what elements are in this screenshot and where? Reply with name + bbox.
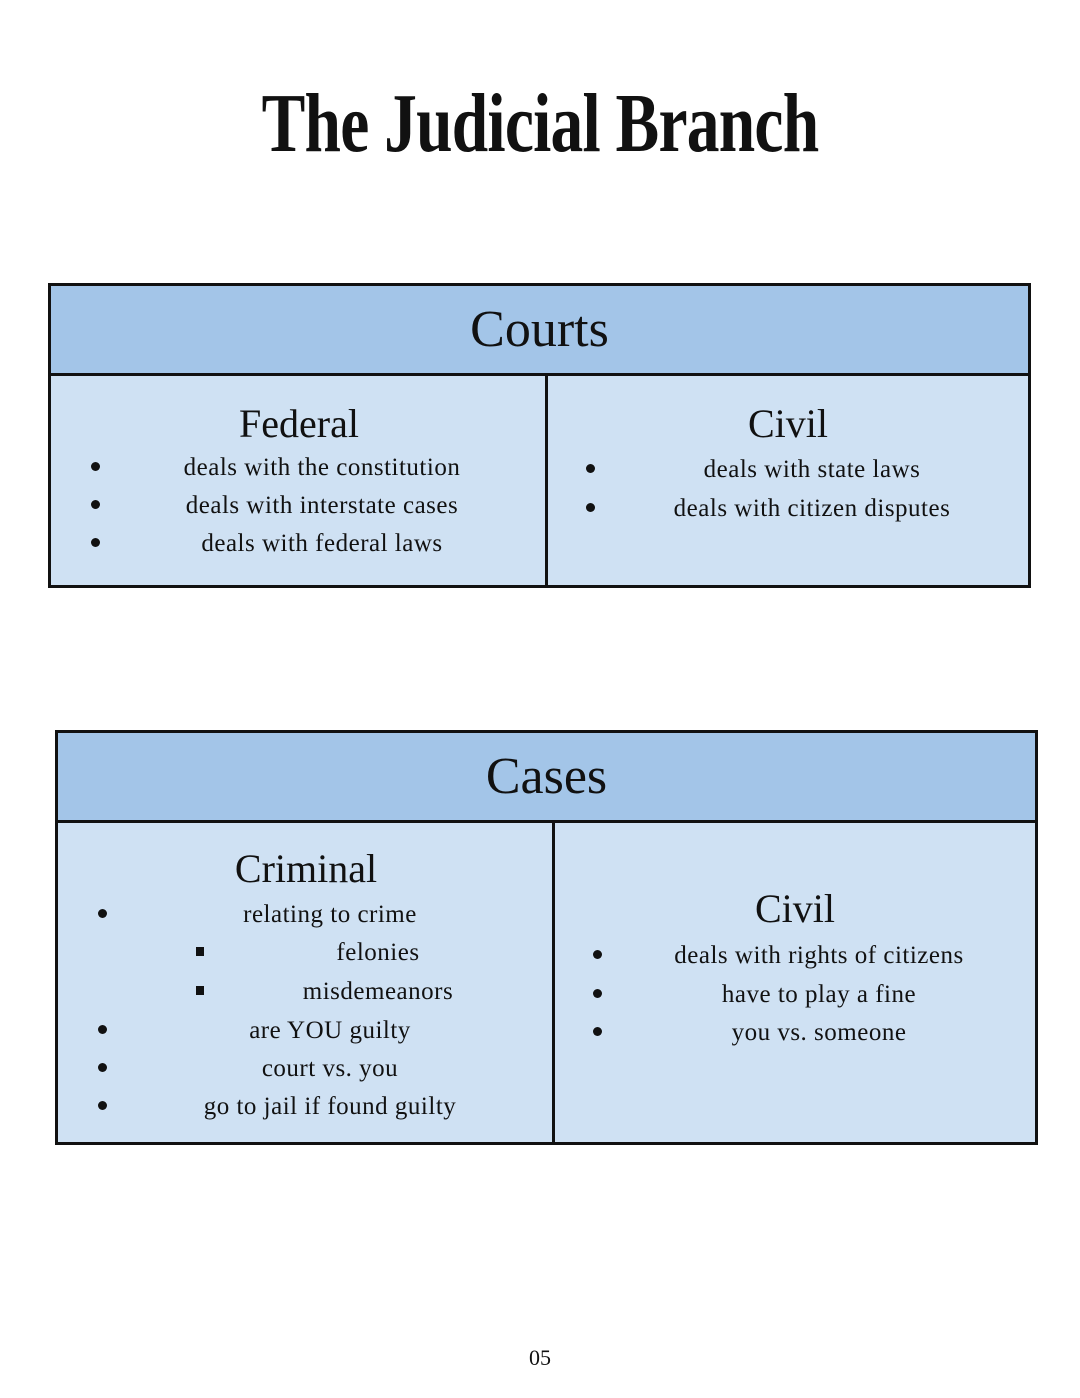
criminal-item: relating to crime (243, 901, 417, 928)
criminal-item: felonies (336, 939, 420, 966)
bullet-icon (586, 503, 595, 512)
criminal-item: are YOU guilty (249, 1017, 411, 1044)
civil-courts-column (548, 376, 1028, 585)
bullet-icon (98, 909, 107, 918)
civil-courts-item: deals with state laws (703, 456, 921, 483)
civil-cases-title: Civil (754, 886, 836, 931)
civil-cases-item: deals with rights of citizens (674, 942, 964, 969)
criminal-item: misdemeanors (302, 978, 454, 1005)
federal-item: deals with the constitution (183, 454, 461, 481)
bullet-icon (98, 1063, 107, 1072)
civil-courts-item: deals with citizen disputes (673, 495, 951, 522)
bullet-icon (98, 1025, 107, 1034)
courts-header: Courts (51, 286, 1028, 376)
criminal-item: court vs. you (261, 1055, 399, 1082)
courts-table (48, 283, 1031, 588)
cases-table (55, 730, 1038, 1145)
bullet-icon (593, 1027, 602, 1036)
cases-header: Cases (58, 733, 1035, 823)
bullet-icon (98, 1101, 107, 1110)
square-bullet-icon (196, 947, 204, 956)
page-number: 05 (529, 1345, 551, 1370)
civil-cases-column (555, 823, 1035, 1142)
criminal-title: Criminal (234, 846, 378, 891)
criminal-column (58, 823, 555, 1142)
bullet-icon (593, 950, 602, 959)
square-bullet-icon (196, 986, 204, 995)
civil-cases-item: have to play a fine (721, 981, 917, 1008)
federal-item: deals with interstate cases (185, 492, 459, 519)
bullet-icon (586, 464, 595, 473)
page-title: The Judicial Branch (261, 77, 819, 170)
bullet-icon (593, 989, 602, 998)
criminal-item: go to jail if found guilty (203, 1093, 457, 1120)
bullet-icon (91, 462, 100, 471)
civil-courts-title: Civil (747, 401, 829, 446)
bullet-icon (91, 500, 100, 509)
federal-column (51, 376, 548, 585)
civil-cases-item: you vs. someone (731, 1019, 907, 1046)
federal-title: Federal (239, 401, 359, 446)
federal-item: deals with federal laws (201, 530, 443, 557)
bullet-icon (91, 538, 100, 547)
